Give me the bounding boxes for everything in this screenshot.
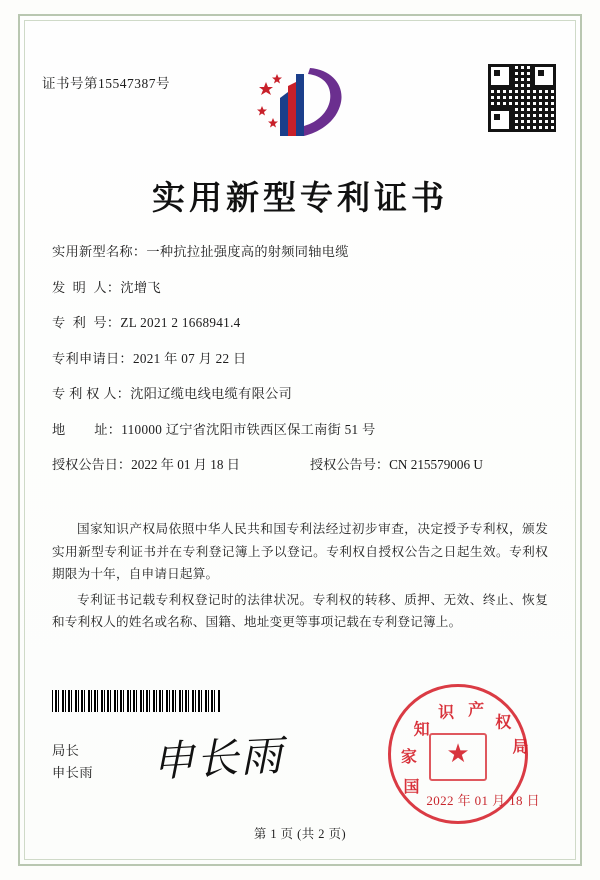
field-value: 一种抗拉扯强度高的射频同轴电缆	[146, 244, 349, 259]
field-label: 授权公告日：	[52, 457, 132, 472]
page-title: 实用新型专利证书	[152, 181, 448, 217]
field-address	[52, 420, 548, 440]
field-label: 专利申请日：	[52, 350, 133, 366]
field-row-announcement	[52, 455, 548, 475]
qr-code-icon	[488, 64, 556, 132]
field-label: 实用新型名称：	[52, 244, 147, 259]
field-label: 专 利 权 人：	[52, 386, 131, 401]
field-value: 沈增飞	[120, 279, 161, 295]
field-list	[52, 242, 548, 491]
field-value: 2022 年 01 月 18 日	[131, 457, 240, 472]
director-name: 申长雨	[52, 765, 94, 780]
field-utility-model-name	[52, 242, 548, 262]
field-value: CN 215579006 U	[389, 457, 483, 472]
director-label: 局长	[52, 743, 80, 758]
field-grant-announcement-number	[310, 455, 483, 475]
field-value: ZL 2021 2 1668941.4	[120, 315, 241, 330]
field-label: 发 明 人：	[52, 279, 121, 295]
handwritten-signature: 申长雨	[150, 730, 286, 787]
field-label: 专 利 号：	[52, 315, 121, 330]
cnipa-logo-icon	[252, 62, 348, 144]
field-grant-announcement-date	[52, 455, 310, 475]
field-application-date	[52, 349, 548, 369]
certificate-number: 证书号第15547387号	[42, 76, 170, 91]
field-value: 110000 辽宁省沈阳市铁西区保工南街 51 号	[121, 421, 376, 437]
field-value: 沈阳辽缆电线电缆有限公司	[130, 386, 293, 401]
signature-labels	[52, 740, 93, 784]
field-patent-number	[52, 313, 548, 333]
field-patentee	[52, 384, 548, 404]
field-value: 2021 年 07 月 22 日	[132, 350, 247, 366]
legal-text	[52, 518, 548, 637]
seal-ring-text: 国 家 知 识 产 权 局	[400, 701, 529, 796]
barcode-icon	[52, 690, 220, 712]
field-label: 授权公告号：	[310, 457, 390, 472]
seal-date: 2022 年 01 月 18 日	[426, 793, 540, 808]
field-inventor	[52, 278, 548, 298]
page-footer: 第 1 页 (共 2 页)	[253, 827, 347, 841]
field-label: 地 址：	[52, 421, 122, 437]
paragraph-register: 专利证书记载专利权登记时的法律状况。专利权的转移、质押、无效、终止、恢复和专利权人的姓名或名称、国籍、地址变更等事项记载在专利登记簿上。	[52, 592, 548, 629]
paragraph-grant: 国家知识产权局依照中华人民共和国专利法经过初步审查，决定授予专利权，颁发实用新型专利证书并在专利登记簿上予以登记。专利权自授权公告之日起生效。专利权期限为十年，自申请日起算。	[52, 522, 548, 581]
red-official-seal-icon: ★ 国 家 知 识 产 权 局	[388, 684, 528, 824]
